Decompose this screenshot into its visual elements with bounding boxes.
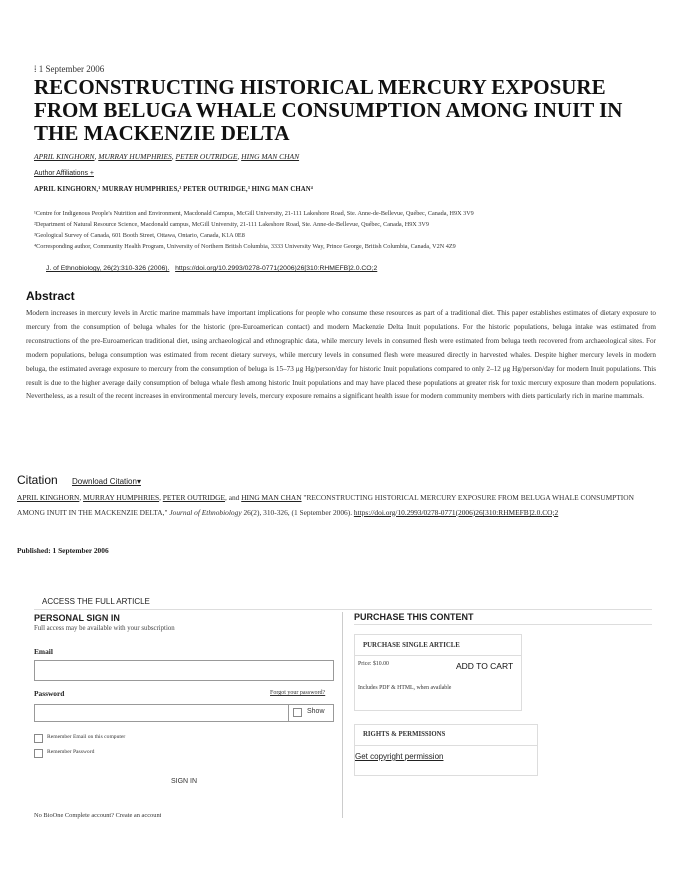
citation-heading: Citation xyxy=(17,473,58,487)
remember-password-label: Remember Password xyxy=(47,749,95,755)
email-field[interactable] xyxy=(34,660,334,681)
affiliation-item: ¹Centre for Indigenous People's Nutrition and Environment, Macdonald Campus, McGill University, 21-111 Lakeshore Road, Ste. Anne-de-Bellevue, Québec, Canada, H9X 3V9 xyxy=(34,210,474,217)
forgot-password-link[interactable]: Forgot your password? xyxy=(270,690,326,696)
article-title: RECONSTRUCTING HISTORICAL MERCURY EXPOSURE FROM BELUGA WHALE CONSUMPTION AMONG INUIT IN THE MACKENZIE DELTA xyxy=(34,75,623,145)
author-links: APRIL KINGHORN, MURRAY HUMPHRIES, PETER OUTRIDGE, HING MAN CHAN xyxy=(34,152,300,161)
citation-and: , and xyxy=(225,493,242,502)
author-link[interactable]: MURRAY HUMPHRIES xyxy=(98,152,172,161)
sign-in-heading: PERSONAL SIGN IN xyxy=(34,613,120,623)
includes-text: Includes PDF & HTML, when available xyxy=(358,685,452,691)
publication-date: ⁞ 1 September 2006 xyxy=(34,64,105,74)
citation-author-link[interactable]: HING MAN CHAN xyxy=(241,493,302,502)
citation-text: APRIL KINGHORN, MURRAY HUMPHRIES, PETER OUTRIDGE, and HING MAN CHAN "RECONSTRUCTING HISTORICAL MERCURY EXPOSURE FROM BELUGA WHALE CONSUMPTION AMONG INUIT IN THE MACKENZIE DELTA," Journal of Ethnobiology 26(2), 310-326, (1 September 2006). https://doi.org/10.2993/0278-0771(2006)26[310:RHMEFB]2.0.CO;2 xyxy=(17,493,634,517)
citation-details: 26(2), 310-326, (1 September 2006). xyxy=(241,507,354,517)
purchase-heading: PURCHASE THIS CONTENT xyxy=(354,612,474,622)
author-link[interactable]: APRIL KINGHORN xyxy=(34,152,95,161)
divider xyxy=(34,609,652,610)
citation-doi-link[interactable]: https://doi.org/10.2993/0278-0771(2006)26[310:RHMEFB]2.0.CO;2 xyxy=(353,507,559,517)
purchase-single-article-title: PURCHASE SINGLE ARTICLE xyxy=(363,642,460,649)
download-citation-label: Download Citation xyxy=(72,477,137,486)
password-field[interactable] xyxy=(34,704,289,722)
author-affiliations-toggle[interactable]: Author Affiliations + xyxy=(34,170,94,177)
citation-author-link[interactable]: MURRAY HUMPHRIES xyxy=(83,493,160,502)
authors-full-list: APRIL KINGHORN,¹ MURRAY HUMPHRIES,² PETER OUTRIDGE,³ HING MAN CHAN⁴ xyxy=(34,186,313,193)
divider xyxy=(355,745,537,746)
journal-reference xyxy=(46,265,377,272)
abstract-heading: Abstract xyxy=(26,289,75,303)
affiliations-list xyxy=(34,208,474,252)
author-link[interactable]: HING MAN CHAN xyxy=(241,152,300,161)
sign-in-subtitle: Full access may be available with your subscription xyxy=(34,625,175,632)
citation-author-link[interactable]: APRIL KINGHORN xyxy=(17,493,80,502)
rights-permissions-title: RIGHTS & PERMISSIONS xyxy=(363,731,446,738)
calendar-icon: ⁞ xyxy=(34,64,39,74)
divider xyxy=(355,655,521,656)
price-text: Price: $10.00 xyxy=(358,661,389,667)
citation-journal: Journal of Ethnobiology xyxy=(169,507,242,517)
access-heading: ACCESS THE FULL ARTICLE xyxy=(42,597,150,606)
show-password-checkbox[interactable] xyxy=(293,708,302,717)
remember-password-checkbox[interactable] xyxy=(34,749,43,758)
divider xyxy=(342,612,343,818)
affiliation-item: ⁴Corresponding author, Community Health Program, University of Northern British Columbia, 3333 University Way, Prince George, British Columbia, Canada, V2N 4Z9 xyxy=(34,243,456,250)
journal-ref-link[interactable]: J. of Ethnobiology, 26(2):310-326 (2006). xyxy=(46,265,170,272)
copyright-permission-link[interactable]: Get copyright permission xyxy=(355,752,444,761)
show-password-label: Show xyxy=(307,708,325,715)
create-account-link[interactable]: No BioOne Complete account? Create an account xyxy=(34,812,162,819)
remember-email-checkbox[interactable] xyxy=(34,734,43,743)
doi-link[interactable]: https://doi.org/10.2993/0278-0771(2006)26[310:RHMEFB]2.0.CO;2 xyxy=(175,265,378,272)
divider xyxy=(354,624,652,625)
affiliation-item: ³Geological Survey of Canada, 601 Booth Street, Ottawa, Ontario, Canada, K1A 0E8 xyxy=(34,232,245,239)
caret-down-icon: ▾ xyxy=(136,477,141,486)
published-date: Published: 1 September 2006 xyxy=(17,546,109,555)
citation-author-link[interactable]: PETER OUTRIDGE xyxy=(162,493,225,502)
affiliation-item: ²Department of Natural Resource Science, Macdonald campus, McGill University, 21-111 Lakeshore Road, Ste. Anne-de-Bellevue, Québec, Canada, H9X 3V9 xyxy=(34,221,429,228)
sign-in-button[interactable]: SIGN IN xyxy=(171,778,198,785)
abstract-text: Modern increases in mercury levels in Arctic marine mammals have important implications for people who consume these resources as part of a traditional diet. This paper establishes estimates of dietary exposure to mercury from the consumption of beluga whales for the historic (pre-Euroamerican contact) and modern Mackenzie Delta Inuit populations. For the historic populations, beluga intake was estimated from reconstructions of the pre-Euroamerican traditional diet, using archaeological and ethnographic data, while mercury levels in consumed flesh were estimated from beluga teeth recovered from archaeological sites. For modern populations, beluga consumption was estimated from recent dietary surveys, while mercury levels in consumed flesh were measured directly in harvested whales. Despite higher mercury levels in modern beluga, the estimated average exposure to mercury from the consumption of beluga is 15–73 μg Hg/person/day for historic Inuit populations compared to only 2–12 μg Hg/person/day for modern Inuit populations. This result is due to the higher average daily consumption of beluga whale flesh among historic Inuit populations and may have placed these populations at greater risk for toxic mercury exposure than modern populations. Nevertheless, as a result of the recent increases in environmental mercury levels, mercury exposure remains a significant health issue for modern community members with diets particularly rich in marine mammals. xyxy=(26,309,656,401)
add-to-cart-button[interactable]: ADD TO CART xyxy=(456,661,514,671)
remember-email-label: Remember Email on this computer xyxy=(47,734,126,740)
password-label: Password xyxy=(34,689,65,698)
download-citation-dropdown[interactable] xyxy=(72,477,141,486)
author-link[interactable]: PETER OUTRIDGE xyxy=(175,152,238,161)
email-label: Email xyxy=(34,647,53,656)
citation-title: "RECONSTRUCTING HISTORICAL MERCURY EXPOSURE FROM BELUGA WHALE CONSUMPTION AMONG INUIT IN THE MACKENZIE DELTA," xyxy=(17,493,634,517)
